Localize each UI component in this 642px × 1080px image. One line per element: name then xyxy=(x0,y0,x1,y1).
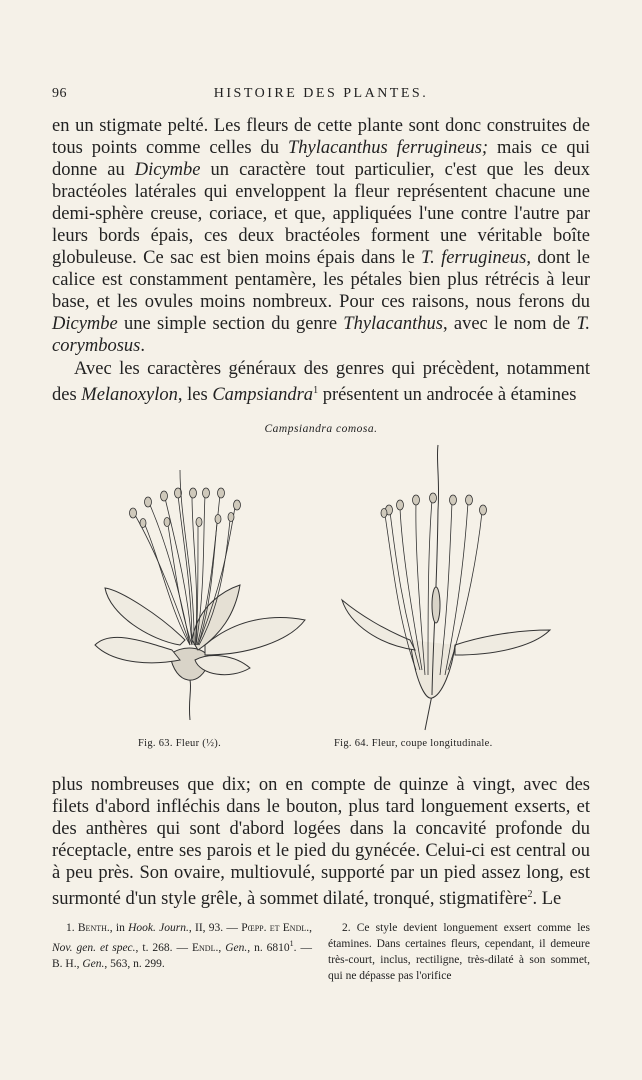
figure-title: Campsiandra comosa. xyxy=(264,423,378,435)
paragraph-3: plus nombreuses que dix; on en compte de quinze à vingt, avec des filets d'abord infléchis dans le bouton, plus tard longuement exserts, et des anthères qui sont d'abord logées dans la concavité profonde du réceptacle, entre ses parois et le pied du gynécée. Celui-ci est central ou à peu près. Son ovaire, multiovulé, supporté par un pied assez long, est surmonté d'un style grêle, à sommet dilaté, tronqué, stigmatifère$^2$. Le xyxy=(52,775,590,910)
figure-caption-64: Fig. 64. Fleur, coupe longitudinale. xyxy=(334,738,493,749)
flower-figure-63 xyxy=(95,470,305,720)
page-header xyxy=(52,86,590,108)
footnote-2: 2. Ce style devient longuement exsert comme les étamines. Dans certaines fleurs, cependant, il demeure très-court, inclus, rectiligne, très-dilaté à son sommet, qui ne dépasse pas l'orifice xyxy=(328,922,590,982)
figure-caption-63: Fig. 63. Fleur (½). xyxy=(138,738,221,749)
paragraph-2: Avec les caractères généraux des genres qui précèdent, notamment des Melanoxylon, les Campsiandra$^1$ présentent un androcée à étamines xyxy=(52,359,590,406)
paragraph-1: en un stigmate pelté. Les fleurs de cette plante sont donc construites de tous points comme celles du Thylacanthus ferrugineus; mais ce qui donne au Dicymbe un caractère tout particulier, c'est que les deux bractéoles latérales qui enveloppent la fleur représentent chacune une demi-sphère creuse, coriace, et que, appliquées l'une contre l'autre par leurs bords épais, ces deux bractéoles forment une véritable boîte globuleuse. Ce sac est bien moins épais dans le T. ferrugineus, dont le calice est constamment pentamère, les pétales bien plus rétrécis à leur base, et les ovules moins nombreux. Pour ces raisons, nous ferons du Dicymbe une simple section du genre Thylacanthus, avec le nom de T. corymbosus. xyxy=(52,116,590,356)
flower-figure-64 xyxy=(342,445,550,730)
running-title: HISTOIRE DES PLANTES. xyxy=(213,86,429,101)
footnote-1: 1. Benth., in Hook. Journ., II, 93. — Pœpp. et Endl., Nov. gen. et spec., t. 268. — Endl., Gen., n. 6810$^1$. — B. H., Gen., 563, n. 299. xyxy=(52,922,313,970)
flower-illustration xyxy=(80,440,570,735)
page-number: 96 xyxy=(52,86,67,101)
